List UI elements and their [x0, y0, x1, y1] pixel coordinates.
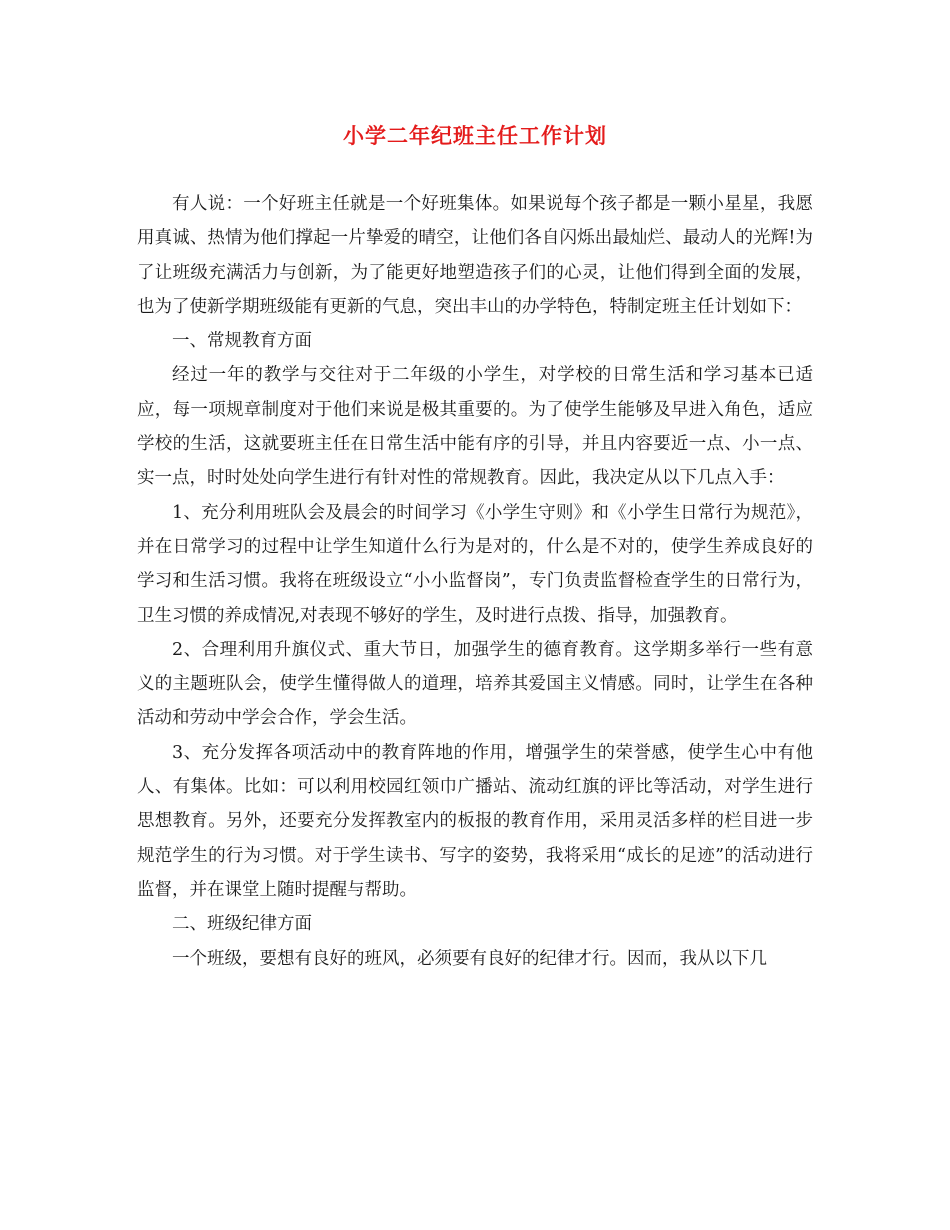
paragraph-item-1: 1、充分利用班队会及晨会的时间学习《小学生守则》和《小学生日常行为规范》，并在日常学习的过程中让学生知道什么行为是对的，什么是不对的，使学生养成良好的学习和生活习惯。我将在班级设立“小小监督岗”，专门负责监督检查学生的日常行为，卫生习惯的养成情况,对表现不够好的学生，及时进行点拨、指导，加强教育。: [137, 502, 813, 626]
document-body: [137, 187, 813, 976]
paragraph-routine-education: 经过一年的教学与交往对于二年级的小学生，对学校的日常生活和学习基本已适应，每一项规章制度对于他们来说是极其重要的。为了使学生能够及早进入角色，适应学校的生活，这就要班主任在日常生活中能有序的引导，并且内容要近一点、小一点、实一点，时时处处向学生进行有针对性的常规教育。因此，我决定从以下几点入手：: [137, 365, 813, 489]
section-heading-class-discipline: 二、班级纪律方面: [172, 914, 312, 935]
section-heading-routine-education: 一、常规教育方面: [172, 331, 312, 352]
paragraph-class-discipline: 一个班级，要想有良好的班风，必须要有良好的纪律才行。因而，我从以下几: [172, 948, 767, 969]
paragraph-item-3: 3、充分发挥各项活动中的教育阵地的作用，增强学生的荣誉感，使学生心中有他人、有集体。比如：可以利用校园红领巾广播站、流动红旗的评比等活动，对学生进行思想教育。另外，还要充分发挥教室内的板报的教育作用，采用灵活多样的栏目进一步规范学生的行为习惯。对于学生读书、写字的姿势，我将采用“成长的足迹”的活动进行监督，并在课堂上随时提醒与帮助。: [137, 742, 813, 900]
paragraph-intro: 有人说：一个好班主任就是一个好班集体。如果说每个孩子都是一颗小星星，我愿用真诚、热情为他们撑起一片挚爱的晴空，让他们各自闪烁出最灿烂、最动人的光辉!为了让班级充满活力与创新，为了能更好地塑造孩子们的心灵，让他们得到全面的发展，也为了使新学期班级能有更新的气息，突出丰山的办学特色，特制定班主任计划如下：: [137, 194, 813, 317]
document-title: 小学二年纪班主任工作计划: [343, 123, 607, 148]
paragraph-item-2: 2、合理利用升旗仪式、重大节日，加强学生的德育教育。这学期多举行一些有意义的主题班队会，使学生懂得做人的道理，培养其爱国主义情感。同时，让学生在各种活动和劳动中学会合作，学会生活。: [137, 639, 813, 729]
